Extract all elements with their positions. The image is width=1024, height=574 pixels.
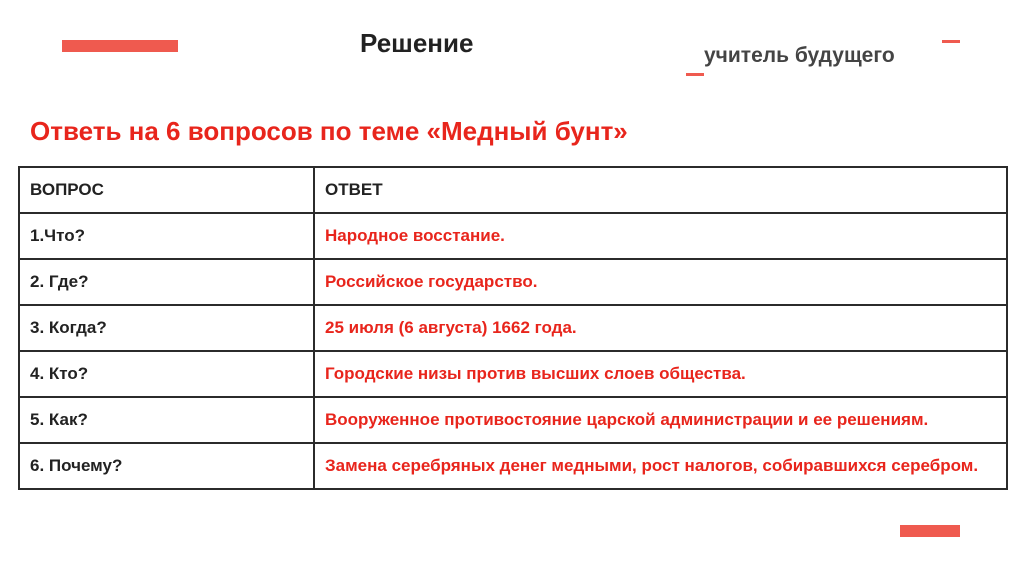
question-cell: 1.Что?	[19, 213, 314, 259]
logo	[686, 40, 966, 80]
answer-cell: Народное восстание.	[314, 213, 1007, 259]
task-heading: Ответь на 6 вопросов по теме «Медный бунт»	[30, 116, 628, 146]
logo-accent-line-bottom	[686, 73, 704, 76]
table-row	[19, 259, 1007, 305]
table-row	[19, 213, 1007, 259]
answer-cell: Вооруженное противостояние царской администрации и ее решениям.	[314, 397, 1007, 443]
answer-cell: Городские низы против высших слоев общества.	[314, 351, 1007, 397]
qa-table	[18, 166, 1008, 490]
slide-title: Решение	[360, 28, 474, 58]
header-answer: ОТВЕТ	[314, 167, 1007, 213]
question-cell: 5. Как?	[19, 397, 314, 443]
logo-text: учитель будущего	[704, 44, 895, 67]
table-row	[19, 443, 1007, 489]
header-question: ВОПРОС	[19, 167, 314, 213]
logo-accent-line-top	[942, 40, 960, 43]
table-row	[19, 351, 1007, 397]
decorative-bar-top-left	[62, 40, 178, 52]
answer-cell: 25 июля (6 августа) 1662 года.	[314, 305, 1007, 351]
decorative-bar-bottom-right	[900, 525, 960, 537]
answer-cell: Российское государство.	[314, 259, 1007, 305]
question-cell: 6. Почему?	[19, 443, 314, 489]
question-cell: 2. Где?	[19, 259, 314, 305]
table-header-row	[19, 167, 1007, 213]
question-cell: 3. Когда?	[19, 305, 314, 351]
answer-cell: Замена серебряных денег медными, рост налогов, собиравшихся серебром.	[314, 443, 1007, 489]
table-row	[19, 305, 1007, 351]
question-cell: 4. Кто?	[19, 351, 314, 397]
table-row	[19, 397, 1007, 443]
